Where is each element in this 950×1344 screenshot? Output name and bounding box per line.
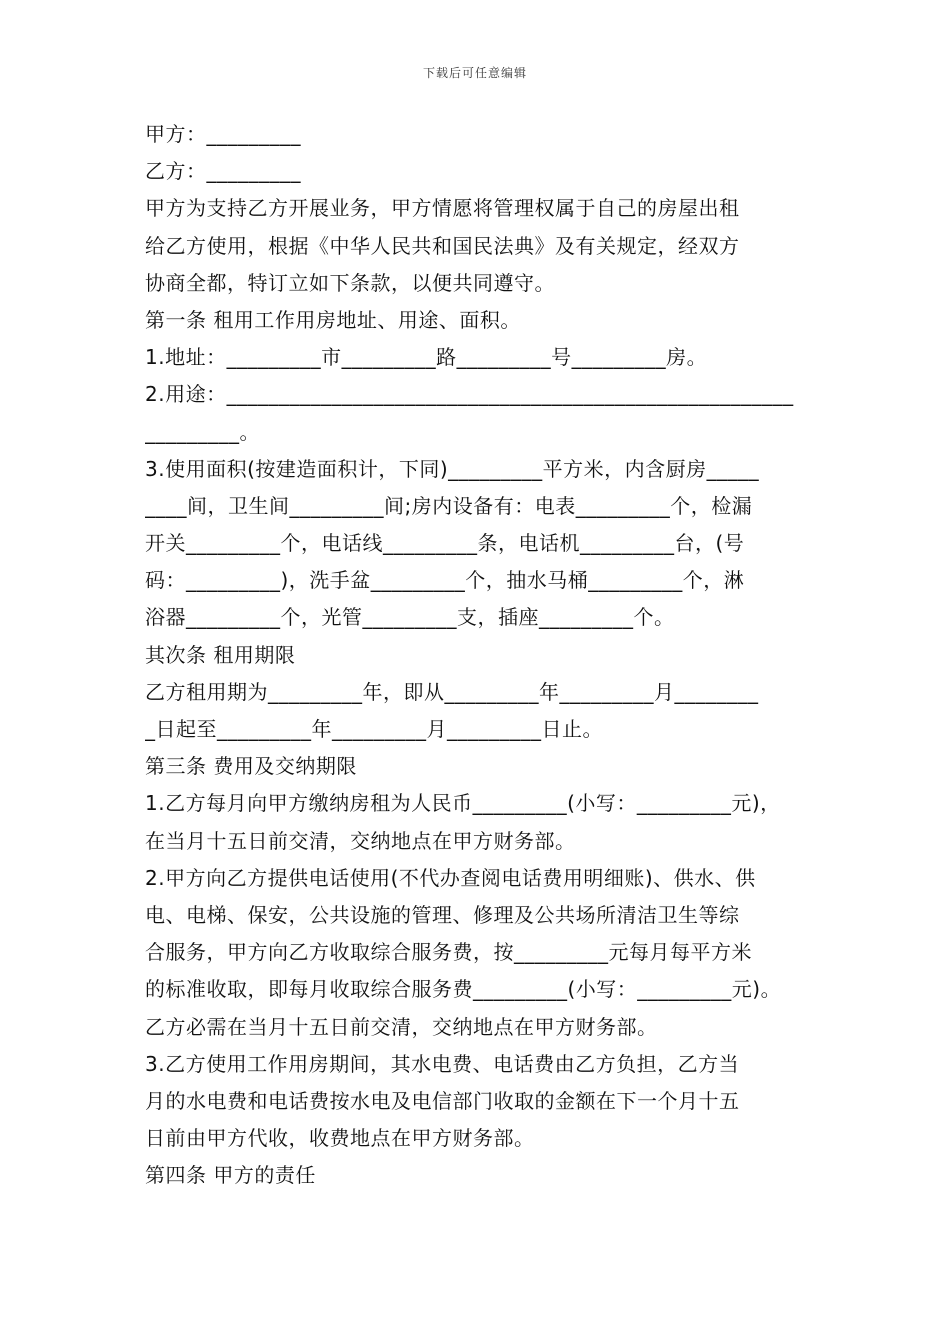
paragraph-line: 1.地址：_________市_________路_________号_________房。 — [145, 345, 708, 370]
party-a-line: 甲方：_________ — [145, 122, 301, 146]
paragraph-line: 乙方必需在当月十五日前交清，交纳地点在甲方财务部。 — [145, 1014, 658, 1039]
article-heading: 第四条 甲方的责任 — [145, 1163, 316, 1188]
paragraph-line: 电、电梯、保安，公共设施的管理、修理及公共场所清洁卫生等综 — [145, 902, 740, 927]
paragraph-line: 协商全都，特订立如下条款，以便共同遵守。 — [145, 270, 555, 295]
article-heading: 第一条 租用工作用房地址、用途、面积。 — [145, 307, 521, 332]
article-heading: 第三条 费用及交纳期限 — [145, 754, 357, 779]
paragraph-line: 给乙方使用，根据《中华人民共和国民法典》及有关规定，经双方 — [145, 233, 740, 258]
paragraph-line: 合服务，甲方向乙方收取综合服务费，按_________元每月每平方米 — [145, 940, 752, 965]
paragraph-line: _日起至_________年_________月_________日止。 — [145, 717, 603, 741]
paragraph-line: 2.用途：______________________________________________________ — [145, 382, 794, 407]
page-header: 下载后可任意编辑 — [422, 66, 527, 80]
paragraph-line: 浴器_________个，光管_________支，插座_________个。 — [145, 605, 675, 630]
paragraph-line: 3.乙方使用工作用房期间，其水电费、电话费由乙方负担，乙方当 — [145, 1051, 740, 1076]
paragraph-line: 1.乙方每月向甲方缴纳房租为人民币_________(小写：_________元)， — [145, 791, 781, 816]
paragraph-line: 乙方租用期为_________年，即从_________年_________月________ — [145, 679, 759, 704]
paragraph-line: 在当月十五日前交清，交纳地点在甲方财务部。 — [145, 828, 576, 853]
party-b-line: 乙方：_________ — [145, 159, 301, 184]
paragraph-line: _________。 — [145, 419, 260, 444]
paragraph-line: 码：_________)，洗手盆_________个，抽水马桶_________个，淋 — [145, 568, 745, 593]
paragraph-line: 2.甲方向乙方提供电话使用(不代办查阅电话费用明细账)、供水、供 — [145, 865, 756, 890]
paragraph-line: 月的水电费和电话费按水电及电信部门收取的金额在下一个月十五 — [145, 1088, 740, 1113]
paragraph-line: 3.使用面积(按建造面积计，下同)_________平方米，内含厨房_____ — [145, 456, 760, 481]
paragraph-line: 甲方为支持乙方开展业务，甲方情愿将管理权属于自己的房屋出租 — [145, 196, 740, 221]
paragraph-line: 的标准收取，即每月收取综合服务费_________(小写：_________元)。 — [145, 977, 782, 1002]
paragraph-line: 日前由甲方代收，收费地点在甲方财务部。 — [145, 1126, 535, 1151]
paragraph-line: ____间，卫生间_________间;房内设备有：电表_________个，检漏 — [145, 493, 753, 518]
article-heading: 其次条 租用期限 — [145, 642, 296, 667]
contract-body — [145, 116, 810, 1194]
paragraph-line: 开关_________个，电话线_________条，电话机_________台，(号 — [145, 531, 745, 556]
